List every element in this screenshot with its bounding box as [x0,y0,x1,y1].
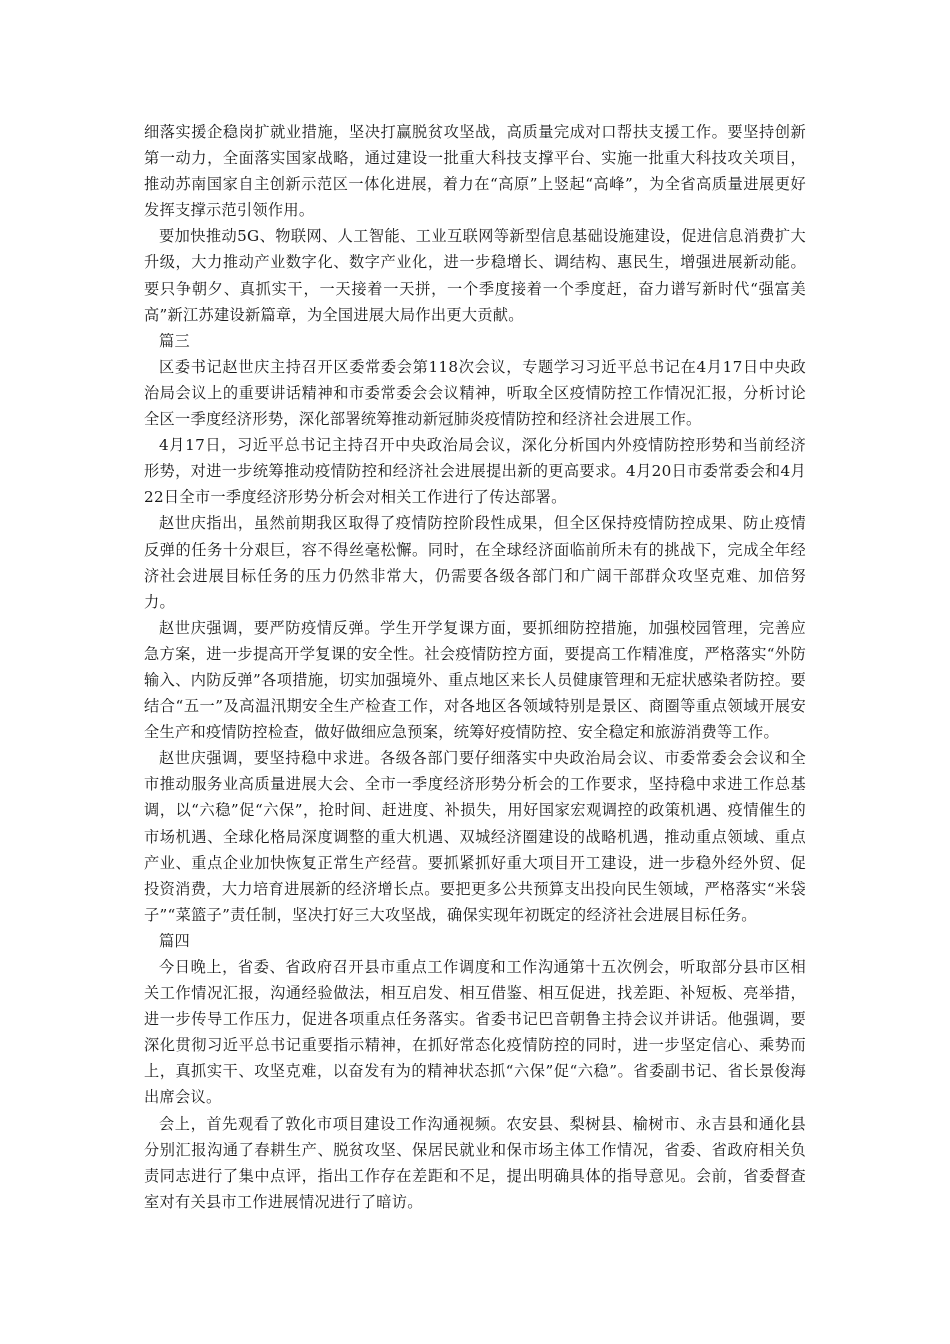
paragraph: 区委书记赵世庆主持召开区委常委会第118次会议，专题学习习近平总书记在4月17日中央政治局会议上的重要讲话精神和市委常委会会议精神，听取全区疫情防控工作情况汇报，分析讨论全区一季度经济形势，深化部署统筹推动新冠肺炎疫情防控和经济社会进展工作。 [144,357,806,429]
paragraph: 会上，首先观看了敦化市项目建设工作沟通视频。农安县、梨树县、榆树市、永吉县和通化县分别汇报沟通了春耕生产、脱贫攻坚、保居民就业和保市场主体工作情况，省委、省政府相关负责同志进行了集中点评，指出工作存在差距和不足，提出明确具体的指导意见。会前，省委督查室对有关县市工作进展情况进行了暗访。 [144,1114,806,1211]
paragraph: 细落实援企稳岗扩就业措施，坚决打赢脱贫攻坚战，高质量完成对口帮扶支援工作。要坚持创新第一动力，全面落实国家战略，通过建设一批重大科技支撑平台、实施一批重大科技攻关项目，推动苏南国家自主创新示范区一体化进展，着力在“高原”上竖起“高峰”，为全省高质量进展更好发挥支撑示范引领作用。 [144,123,806,220]
paragraph: 要加快推动5G、物联网、人工智能、工业互联网等新型信息基础设施建设，促进信息消费扩大升级，大力推动产业数字化、数字产业化，进一步稳增长、调结构、惠民生，增强进展新动能。要只争朝夕、真抓实干，一天接着一天拼，一个季度接着一个季度赶，奋力谱写新时代“强富美高”新江苏建设新篇章，为全国进展大局作出更大贡献。 [144,227,806,324]
paragraph: 赵世庆强调，要严防疫情反弹。学生开学复课方面，要抓细防控措施，加强校园管理，完善应急方案，进一步提高开学复课的安全性。社会疫情防控方面，要提高工作精准度，严格落实“外防输入、内防反弹”各项措施，切实加强境外、重点地区来长人员健康管理和无症状感染者防控。要结合“五一”及高温汛期安全生产检查工作，对各地区各领域特别是景区、商圈等重点领域开展安全生产和疫情防控检查，做好做细应急预案，统筹好疫情防控、安全稳定和旅游消费等工作。 [144,618,806,742]
section-heading: 篇四 [159,931,190,950]
document-body [144,119,806,1215]
section-heading: 篇三 [159,331,190,350]
paragraph: 4月17日，习近平总书记主持召开中央政治局会议，深化分析国内外疫情防控形势和当前经济形势，对进一步统筹推动疫情防控和经济社会进展提出新的更高要求。4月20日市委常委会和4月22日全市一季度经济形势分析会对相关工作进行了传达部署。 [144,436,806,507]
paragraph: 今日晚上，省委、省政府召开县市重点工作调度和工作沟通第十五次例会，听取部分县市区相关工作情况汇报，沟通经验做法，相互启发、相互借鉴、相互促进，找差距、补短板、亮举措，进一步传导工作压力，促进各项重点任务落实。省委书记巴音朝鲁主持会议并讲话。他强调，要深化贯彻习近平总书记重要指示精神，在抓好常态化疫情防控的同时，进一步坚定信心、乘势而上，真抓实干、攻坚克难，以奋发有为的精神状态抓“六保”促“六稳”。省委副书记、省长景俊海出席会议。 [144,958,806,1107]
paragraph: 赵世庆指出，虽然前期我区取得了疫情防控阶段性成果，但全区保持疫情防控成果、防止疫情反弹的任务十分艰巨，容不得丝毫松懈。同时，在全球经济面临前所未有的挑战下，完成全年经济社会进展目标任务的压力仍然非常大，仍需要各级各部门和广阔干部群众攻坚克难、加倍努力。 [144,514,806,611]
paragraph: 赵世庆强调，要坚持稳中求进。各级各部门要仔细落实中央政治局会议、市委常委会会议和全市推动服务业高质量进展大会、全市一季度经济形势分析会的工作要求，坚持稳中求进工作总基调，以“六稳”促“六保”，抢时间、赶进度、补损失，用好国家宏观调控的政策机遇、疫情催生的市场机遇、全球化格局深度调整的重大机遇、双城经济圈建设的战略机遇，推动重点领域、重点产业、重点企业加快恢复正常生产经营。要抓紧抓好重大项目开工建设，进一步稳外经外贸、促投资消费，大力培育进展新的经济增长点。要把更多公共预算支出投向民生领域，严格落实“米袋子”“菜篮子”责任制，坚决打好三大攻坚战，确保实现年初既定的经济社会进展目标任务。 [144,749,806,924]
